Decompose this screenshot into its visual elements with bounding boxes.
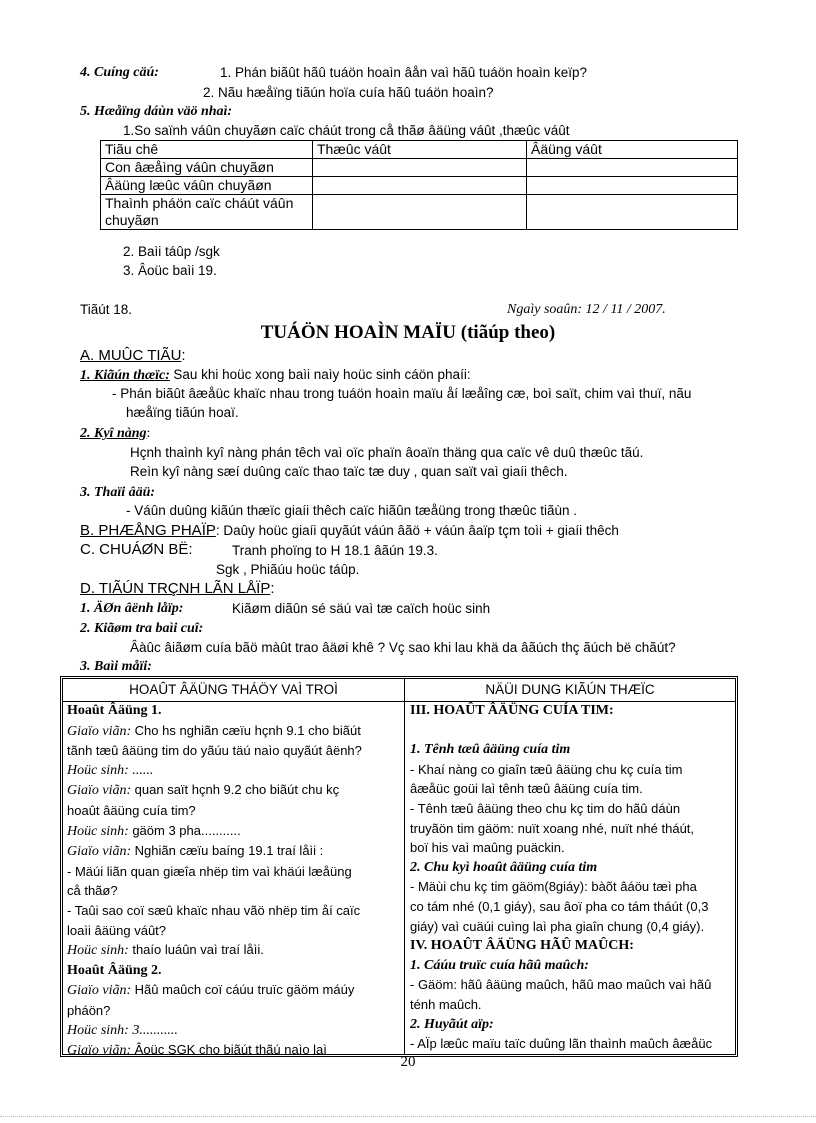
knowledge-item-1: - Phán biãût âæåüc khaïc nhau trong tuáön hoaìn maïu åí læåîng cæ, boì saït, chim vaì thuï, nãu: [112, 386, 692, 401]
section4-question-2: 2. Nãu hæåïng tiãún hoïa cuía hãû tuáön hoaìn?: [203, 85, 494, 100]
left-line: - Taûi sao coï sæû khaïc nhau vãö nhëp tim åí caïc: [67, 902, 361, 918]
column-divider: [404, 679, 405, 1054]
attitude-item-1: - Váûn duûng kiãún thæïc giaíi thêch caïc hiãûn tæåüng trong thæûc tiãùn .: [126, 503, 578, 518]
left-line: loaìi âäüng váût?: [67, 922, 167, 938]
right-column-header: NÄÜI DUNG KIÃÚN THÆÏC: [485, 682, 655, 697]
right-subheading: 1. Cáúu truïc cuía hãû maûch:: [410, 957, 589, 973]
section5-line1: 1.So saïnh váûn chuyãøn caïc cháút trong cå thãø âäüng váût ,thæûc váût: [123, 123, 570, 138]
comparison-table: [100, 140, 738, 230]
table-cell: [527, 195, 738, 230]
section-d-title: D. TIÃÚN TRÇNH LÃN LÅÏP:: [80, 580, 275, 597]
skills-item-2: Reìn kyî nàng sæí duûng caïc thao taïc tæ duy , quan saït vaì giaíi thêch.: [130, 464, 568, 479]
table-header-row: [101, 141, 738, 159]
left-text: thaío luáûn vaì traí låìi.: [132, 942, 264, 958]
right-line: truyãön tim gäöm: nuït xoang nhé, nuït nhé tháút,: [410, 820, 695, 836]
knowledge-item-1b: hæåïng tiãún hoaï.: [126, 405, 239, 420]
review-text: Âàûc âiãøm cuía bãö màût trao âäøi khê ? Vç sao khi lau khä da âãúch thç ãúch bë chãút?: [130, 640, 676, 655]
table-cell: [313, 159, 527, 177]
left-text: Hãû maûch coï cáúu truïc gäöm máúy: [134, 982, 355, 998]
activity-1-title: Hoaût Âäüng 1.: [67, 703, 162, 718]
left-line: [67, 780, 362, 801]
table-header-cell: Tiãu chê: [101, 141, 313, 159]
table-row: [101, 195, 738, 230]
left-line: [67, 841, 362, 862]
table-row: [101, 177, 738, 195]
spacer: [410, 721, 712, 741]
section5-line3: 3. Âoüc baìi 19.: [123, 263, 217, 278]
table-cell: [313, 177, 527, 195]
student-label: Hoüc sinh:: [67, 823, 129, 839]
right-line: - Gäöm: hãû âäüng maûch, hãû mao maûch vaì hãû: [410, 977, 712, 993]
right-subheading: 2. Huyãút aïp:: [410, 1016, 494, 1032]
left-line: [67, 980, 362, 1001]
left-line: Hoüc sinh: 3...........: [67, 1022, 178, 1038]
table-cell: [527, 159, 738, 177]
skills-item-1: Hçnh thaình kyî nàng phán têch vaì oïc phaïn âoaïn thäng qua caïc vê duû thæûc tãú.: [130, 445, 644, 460]
teacher-label: Giaïo viãn:: [67, 983, 132, 999]
table-header-cell: Âäüng váût: [527, 141, 738, 159]
org-label: 1. ÄØn âënh låïp:: [80, 601, 184, 616]
table-cell: Con âæåìng váûn chuyãøn: [101, 159, 313, 177]
teacher-label: Giaïo viãn:: [67, 783, 132, 799]
student-label: Hoüc sinh:: [67, 943, 129, 959]
review-label: 2. Kiãøm tra baìi cuî:: [80, 621, 204, 636]
table-row: [101, 159, 738, 177]
right-subheading: 1. Tênh tæû âäüng cuía tim: [410, 742, 571, 758]
table-cell: [527, 177, 738, 195]
section-c-text-1: Tranh phoïng to H 18.1 âãún 19.3.: [232, 543, 438, 558]
attitude-label: 3. Thaïi âäü:: [80, 485, 156, 500]
left-line: pháön?: [67, 1002, 111, 1018]
left-line: [67, 821, 362, 842]
left-line: cå thãø?: [67, 883, 118, 899]
section-c-text-2: Sgk , Phiãúu hoüc táûp.: [216, 562, 360, 577]
table-cell: [313, 195, 527, 230]
right-line: - Mäùi chu kç tim gäöm(8giáy): bàõt âáöu tæì pha: [410, 879, 697, 895]
left-text: Nghiãn cæïu baíng 19.1 traí låìi :: [134, 843, 324, 859]
table-cell: Thaình pháön caïc cháút váûn chuyãøn: [101, 195, 313, 230]
org-text: Kiãøm diãûn sé säú vaì tæ caïch hoüc sinh: [232, 601, 491, 616]
knowledge-line: [80, 366, 471, 385]
right-line: - Khaí nàng co giaîn tæû âäüng chu kç cuía tim: [410, 761, 683, 777]
left-column-header: HOAÛT ÂÄÜNG THÁÖY VAÌ TROÌ: [129, 682, 338, 697]
table-cell: Âäüng læûc váûn chuyãøn: [101, 177, 313, 195]
section-c-label: C. CHUÁØN BË:: [80, 541, 193, 558]
new-lesson-label: 3. Baìi måïi:: [80, 659, 152, 674]
section-d-title-text: D. TIÃÚN TRÇNH LÃN LÅÏP: [80, 580, 271, 597]
activity-2-title: Hoaût Âäüng 2.: [67, 962, 162, 978]
section5-line2: 2. Baìi táûp /sgk: [123, 244, 220, 259]
left-line: - Mäúi liãn quan giæîa nhëp tim vaì khäúi læåüng: [67, 863, 352, 879]
section-iv-heading: IV. HOAÛT ÂÄÜNG HÃÛ MAÛCH:: [410, 938, 634, 954]
teacher-label: Giaïo viãn:: [67, 1043, 132, 1059]
left-text: Âoüc SGK cho biãút thãú naìo laì: [134, 1042, 327, 1058]
right-line: âæåüc goüi laì tênh tæû âäüng cuía tim.: [410, 781, 643, 797]
knowledge-text: Sau khi hoüc xong baìi naìy hoüc sinh cáön phaíi:: [173, 367, 471, 382]
right-column: [410, 701, 712, 1054]
left-column: [67, 701, 362, 1061]
skills-label: 2. Kyî nàng: [80, 426, 147, 441]
section-b-text: : Daûy hoüc giaíi quyãút váún âãö + váún âaïp tçm toìi + giaíi thêch: [215, 523, 619, 538]
right-line: co tám nhé (0,1 giáy), sau âoï pha co tám tháút (0,3: [410, 898, 709, 914]
right-line: giáy) vaì cuäúi cuìng laì pha giaîn chung (0,4 giáy).: [410, 918, 705, 934]
left-line: Hoüc sinh: ......: [67, 762, 154, 778]
date-prepared: Ngaìy soaûn: 12 / 11 / 2007.: [507, 302, 666, 317]
right-line: ténh maûch.: [410, 996, 482, 1012]
page-bottom-edge: [0, 1116, 816, 1117]
left-line: [67, 721, 362, 742]
left-line: [67, 940, 362, 961]
skills-line: 2. Kyî nàng:: [80, 426, 151, 441]
page-number: 20: [400, 1054, 416, 1070]
right-line: boï his vaì maûng puäckin.: [410, 840, 565, 856]
lesson-number: Tiãút 18.: [80, 302, 133, 317]
section4-question-1: 1. Phán biãût hãû tuáön hoaìn âån vaì hãû tuáön hoaìn keïp?: [220, 65, 588, 80]
left-line: tãnh tæû âäüng tim do yãúu täú naìo quyãút âënh?: [67, 743, 362, 759]
section4-title: 4. Cuíng cäú:: [80, 65, 159, 80]
section-b-line: [80, 522, 619, 541]
teacher-label: Giaïo viãn:: [67, 844, 132, 860]
section5-title: 5. Hæåïng dáùn väö nhaì:: [80, 104, 233, 119]
left-line: hoaût âäüng cuía tim?: [67, 802, 196, 818]
right-line: - Tênh tæû âäüng theo chu kç tim do hãû dáùn: [410, 800, 681, 816]
right-subheading: 2. Chu kyì hoaût âäüng cuía tim: [410, 859, 598, 875]
knowledge-label: 1. Kiãún thæïc:: [80, 368, 170, 383]
left-text: quan saït hçnh 9.2 cho biãút chu kç: [134, 782, 340, 798]
section-b-label: B. PHÆÅNG PHAÏP: [80, 522, 216, 539]
table-header-cell: Thæûc váût: [313, 141, 527, 159]
left-text: gäöm 3 pha...........: [132, 822, 241, 838]
right-line: - AÏp læûc maïu taïc duûng lãn thaình maûch âæåüc: [410, 1036, 713, 1052]
left-text: Cho hs nghiãn cæïu hçnh 9.1 cho biãút: [134, 722, 361, 738]
section-a-title-text: A. MUÛC TIÃU: [80, 347, 182, 364]
section-a-title: A. MUÛC TIÃU:: [80, 347, 186, 364]
section-iii-heading: III. HOAÛT ÂÄÜNG CUÍA TIM:: [410, 703, 614, 718]
page-title: TUÁÖN HOAÌN MAÏU (tiãúp theo): [260, 322, 556, 343]
teacher-label: Giaïo viãn:: [67, 723, 132, 739]
